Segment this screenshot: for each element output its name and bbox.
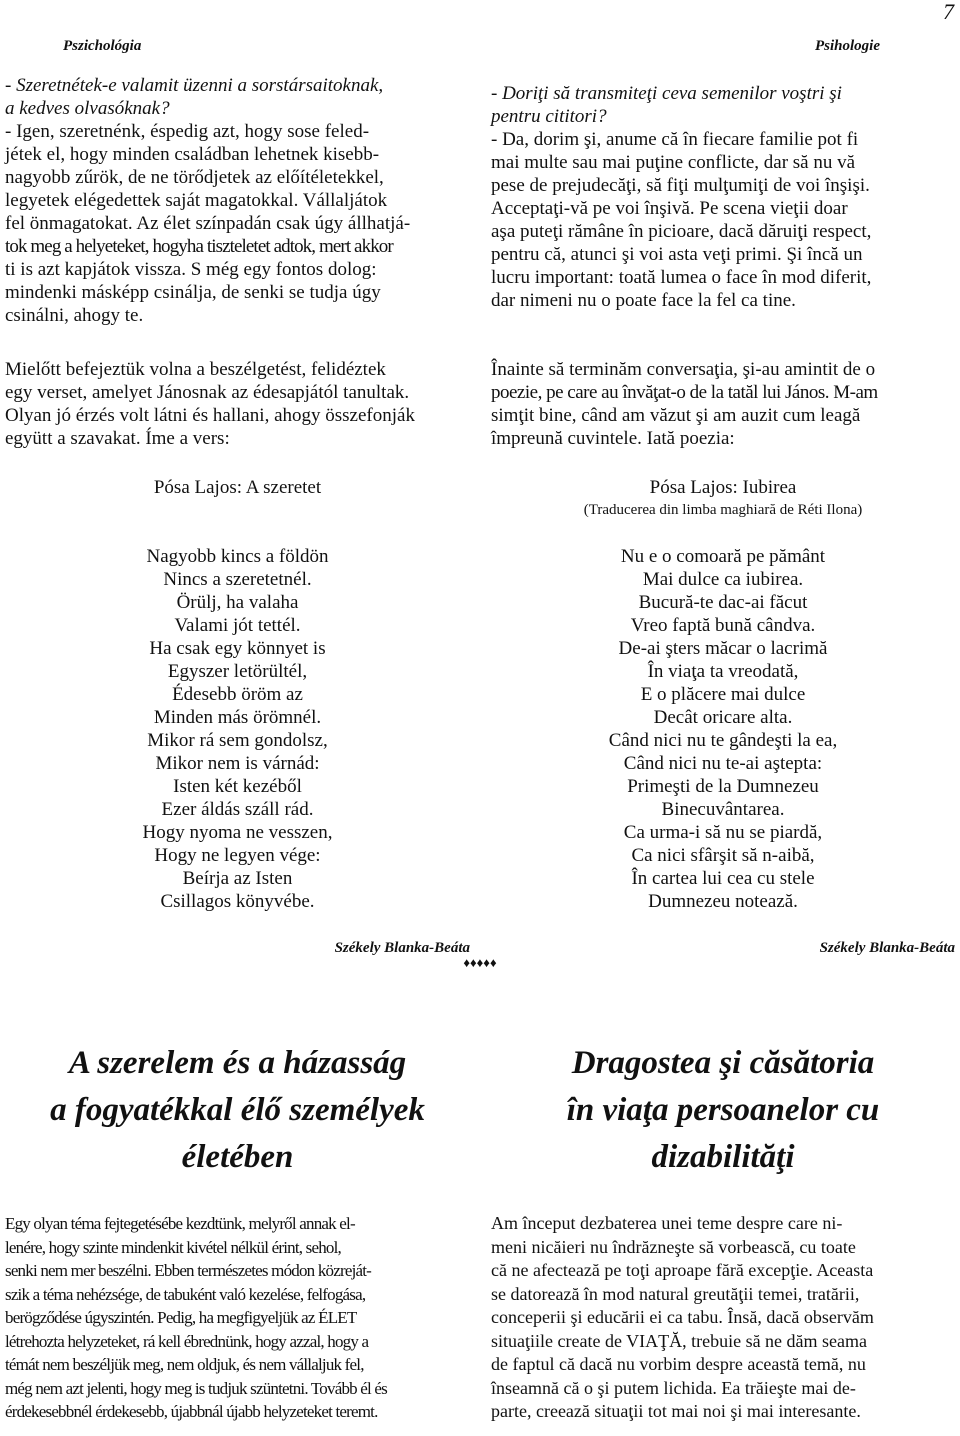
answer-line: ti is azt kapjátok vissza. S még egy fontos dolog: xyxy=(5,259,377,280)
poem-line: Ca nici sfârşit să n-aibă, xyxy=(631,845,815,866)
answer-line: - Da, dorim şi, anume că în fiecare familie pot fi xyxy=(491,129,859,150)
poem-line: În cartea lui cea cu stele xyxy=(631,868,815,889)
poem-line: Nu e o comoară pe pământ xyxy=(620,546,826,567)
poem-line: Când nici nu te gândeşti la ea, xyxy=(608,730,838,751)
question-line: - Szeretnétek-e valamit üzenni a sorstársaitoknak, xyxy=(5,75,384,96)
answer-line: fel önmagatokat. Az élet színpadán csak úgy állhatjá- xyxy=(5,213,411,234)
question-line: pentru cititori? xyxy=(491,106,607,127)
article-line: parte, creează situaţii tot mai noi şi mai interesante. xyxy=(491,1401,861,1421)
poem xyxy=(5,545,470,913)
article-line: Am început dezbaterea unei teme despre care ni- xyxy=(491,1213,843,1233)
right-column-romanian xyxy=(491,0,955,1436)
poem-line: Valami jót tettél. xyxy=(174,615,301,636)
intro-line: simţit bine, când am văzut şi am auzit cum leagă xyxy=(491,405,861,426)
article-line: de faptul că dacă nu vorbim despre această temă, nu xyxy=(491,1354,866,1374)
poem-line: Édesebb öröm az xyxy=(172,684,303,705)
poem-line: Vreo faptă bună cândva. xyxy=(630,615,816,636)
answer-line: aşa puteţi rămâne în picioare, dacă dăruiţi respect, xyxy=(491,221,872,242)
interview-paragraph xyxy=(5,74,470,327)
article-line: létrehozta helyzeteket, rá kell ébrednünk, hogy azzal, hogy a xyxy=(5,1331,369,1351)
article-title-line: dizabilităţi xyxy=(651,1139,795,1175)
poem-line: Când nici nu te-ai aştepta: xyxy=(623,753,823,774)
poem-line: Hogy ne legyen vége: xyxy=(154,845,321,866)
question-line: a kedves olvasóknak? xyxy=(5,98,170,119)
article-title xyxy=(5,1040,470,1181)
article-line: meni nicăieri nu îndrăzneşte să vorbească, cu toate xyxy=(491,1236,856,1257)
poem-line: Ca urma-i să nu se piardă, xyxy=(623,822,823,843)
intro-line: poezie, pe care au învăţat-o de la tatăl lui János. M-am xyxy=(491,382,878,403)
poem-line: Minden más örömnél. xyxy=(153,707,322,728)
article-title-line: A szerelem és a házasság xyxy=(68,1045,407,1081)
poem-line: Mai dulce ca iubirea. xyxy=(642,569,804,590)
intro-line: împreună cuvintele. Iată poezia: xyxy=(491,428,735,449)
article-line: că ne afectează pe toţi aproape fără excepţie. Aceasta xyxy=(491,1260,874,1280)
article-body xyxy=(5,1212,470,1424)
author-signature: Székely Blanka-Beáta xyxy=(334,940,470,956)
page-number: 7 xyxy=(943,0,954,24)
intro-line: egy verset, amelyet Jánosnak az édesapjától tanultak. xyxy=(5,382,410,403)
author-signature: Székely Blanka-Beáta xyxy=(819,940,955,956)
intro-line: Olyan jó érzés volt látni és hallani, ahogy összefonják xyxy=(5,405,415,426)
question-line: - Doriţi să transmiteţi ceva semenilor voştri şi xyxy=(491,83,842,104)
poem-intro xyxy=(491,358,955,450)
poem xyxy=(491,545,955,913)
article-line: se datorează în mod natural greutăţii temei, tratării, xyxy=(491,1283,860,1304)
article-line: situaţiile create de VIAŢĂ, trebuie să ne dăm seama xyxy=(491,1330,868,1351)
poem-line: Nincs a szeretetnél. xyxy=(163,569,312,590)
article-line: lenére, hogy szinte mindenkit kivétel nélkül érint, sehol, xyxy=(5,1237,342,1257)
answer-line: Acceptaţi-vă pe voi înşivă. Pe scena vieţii doar xyxy=(491,198,848,219)
poem-line: Mikor nem is várnád: xyxy=(155,753,320,774)
article-title xyxy=(491,1040,955,1181)
article-title-line: în viaţa persoanelor cu xyxy=(566,1092,880,1128)
intro-paragraph xyxy=(491,358,955,450)
poem-intro xyxy=(5,358,470,450)
intro-paragraph xyxy=(5,358,470,450)
poem-line: Bucură-te dac-ai făcut xyxy=(638,592,808,613)
poem-line: Egyszer letörültél, xyxy=(167,661,308,682)
answer-line: legyetek elégedettek saját magatokkal. Vállaljátok xyxy=(5,190,388,211)
answer-line: jétek el, hogy minden családban lehetnek kisebb- xyxy=(5,144,380,165)
intro-line: Mielőtt befejeztük volna a beszélgetést, felidéztek xyxy=(5,359,386,380)
article-title-line: Dragostea şi căsătoria xyxy=(571,1045,875,1081)
left-column-hungarian xyxy=(5,0,470,1436)
intro-line: együtt a szavakat. Íme a vers: xyxy=(5,428,230,449)
poem-line: Binecuvântarea. xyxy=(661,799,785,820)
interview-paragraph xyxy=(491,82,955,312)
article-line: conceperii şi educării ei ca tabu. Însă, dacă observăm xyxy=(491,1307,874,1327)
poem-line: Primeşti de la Dumnezeu xyxy=(627,776,819,797)
poem-line: Ha csak egy könnyet is xyxy=(149,638,326,659)
answer-line: mindenki másképp csinálja, de senki se tudja úgy xyxy=(5,282,381,303)
poem-line: Beírja az Isten xyxy=(182,868,293,889)
answer-line: lucru important: toată lumea o face în mod diferit, xyxy=(491,267,872,288)
answer-line: csinálni, ahogy te. xyxy=(5,305,144,326)
interview-answer xyxy=(491,82,955,312)
article-line: témát nem beszéljük meg, nem oldjuk, és nem vállaljuk fel, xyxy=(5,1355,364,1374)
poem-title: Pósa Lajos: Iubirea xyxy=(649,477,797,498)
interview-answer xyxy=(5,74,470,327)
article-line: înseamnă că o şi putem lichida. Ea trăieşte mai de- xyxy=(491,1377,856,1398)
poem-line: Mikor rá sem gondolsz, xyxy=(147,730,328,751)
answer-line: pentru că, atunci şi voi asta veţi primi. Şi încă un xyxy=(491,244,863,265)
answer-line: tok meg a helyeteket, hogyha tiszteletet adtok, mert akkor xyxy=(5,236,393,257)
poem-line: Isten két kezéből xyxy=(173,776,302,797)
answer-line: pese de prejudecăţi, să fiţi mulţumiţi de voi înşişi. xyxy=(491,175,870,196)
article-line: senki nem mer beszélni. Ebben természetes módon közreját- xyxy=(5,1261,372,1280)
poem-title: Pósa Lajos: A szeretet xyxy=(153,477,322,498)
answer-line: nagyobb zűrök, de ne törődjetek az előítéletekkel, xyxy=(5,167,384,188)
intro-line: Înainte să terminăm conversaţia, şi-au amintit de o xyxy=(491,359,876,380)
poem-line: Örülj, ha valaha xyxy=(176,592,299,613)
poem-line: Nagyobb kincs a földön xyxy=(146,546,329,567)
article-title-line: a fogyatékkal élő személyek xyxy=(50,1092,425,1128)
poem-line: Decât oricare alta. xyxy=(653,707,793,728)
article-line: még nem azt jelenti, hogy meg is tudjuk szüntetni. Tovább él és xyxy=(5,1378,387,1398)
answer-line: - Igen, szeretnénk, éspedig azt, hogy sose feled- xyxy=(5,121,370,142)
article-line: szik a téma nehézsége, de tabuként való kezelése, felfogása, xyxy=(5,1284,366,1304)
article-line: Egy olyan téma fejtegetésébe kezdtünk, melyről annak el- xyxy=(5,1214,355,1233)
poem-line: De-ai şters măcar o lacrimă xyxy=(618,638,828,659)
poem-line: Ezer áldás száll rád. xyxy=(161,799,314,820)
poem-translator-note: (Traducerea din limba maghiară de Réti Ilona) xyxy=(583,502,863,518)
poem-line: Csillagos könyvébe. xyxy=(160,891,315,912)
article-line: berögződése úgyszintén. Pedig, ha megfigyeljük az ÉLET xyxy=(5,1308,357,1327)
poem-line: În viaţa ta vreodată, xyxy=(647,661,799,682)
poem-line: E o plăcere mai dulce xyxy=(640,684,806,705)
section-label: Psihologie xyxy=(815,38,881,54)
poem-line: Hogy nyoma ne vesszen, xyxy=(142,822,333,843)
article-title-line: életében xyxy=(181,1139,294,1175)
section-label: Pszichológia xyxy=(63,38,142,54)
answer-line: mai multe sau mai puţine conflicte, dar să nu vă xyxy=(491,152,856,173)
diamond-separator-icon: ♦♦♦♦♦ xyxy=(463,955,497,970)
answer-line: dar nimeni nu o poate face la fel ca tine. xyxy=(491,290,796,311)
article-line: érdekesebbnél érdekesebb, újabbnál újabb helyzeteket teremt. xyxy=(5,1402,378,1421)
poem-line: Dumnezeu notează. xyxy=(648,891,798,912)
article-body xyxy=(491,1212,955,1424)
